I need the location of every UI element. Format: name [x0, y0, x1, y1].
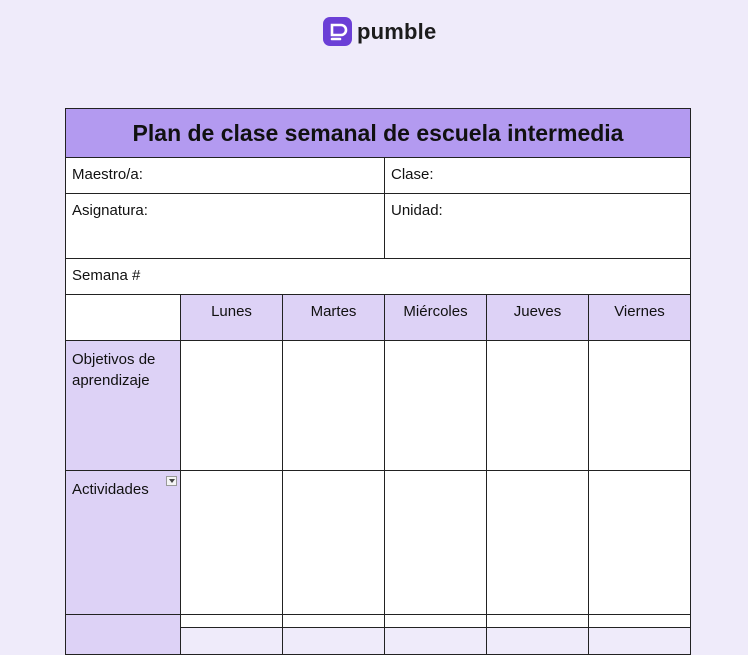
- corner-cell[interactable]: [66, 295, 181, 341]
- row-label-activities[interactable]: [66, 471, 181, 615]
- cell-objectives-monday[interactable]: [181, 341, 283, 471]
- cell-next-thursday[interactable]: [487, 615, 589, 655]
- document-title[interactable]: Plan de clase semanal de escuela intermedia: [66, 109, 691, 158]
- cell-objectives-tuesday[interactable]: [283, 341, 385, 471]
- cell-next-friday[interactable]: [589, 615, 691, 655]
- cell-activities-friday[interactable]: [589, 471, 691, 615]
- cell-activities-monday[interactable]: [181, 471, 283, 615]
- cell-objectives-wednesday[interactable]: [385, 341, 487, 471]
- cell-objectives-thursday[interactable]: [487, 341, 589, 471]
- day-header-wednesday[interactable]: Miércoles: [385, 295, 487, 341]
- day-header-friday[interactable]: Viernes: [589, 295, 691, 341]
- dropdown-arrow-icon[interactable]: [166, 476, 177, 486]
- day-header-tuesday[interactable]: Martes: [283, 295, 385, 341]
- class-field[interactable]: Clase:: [385, 158, 691, 194]
- row-label-next[interactable]: [66, 615, 181, 655]
- week-field[interactable]: Semana #: [66, 259, 691, 295]
- teacher-field[interactable]: Maestro/a:: [66, 158, 385, 194]
- lesson-plan-table: [65, 108, 691, 655]
- cell-next-monday[interactable]: [181, 615, 283, 655]
- cell-objectives-friday[interactable]: [589, 341, 691, 471]
- cell-activities-thursday[interactable]: [487, 471, 589, 615]
- unit-field[interactable]: Unidad:: [385, 194, 691, 259]
- cell-next-tuesday[interactable]: [283, 615, 385, 655]
- pumble-logo-icon: [323, 17, 352, 46]
- pumble-logo: [323, 17, 436, 46]
- day-header-monday[interactable]: Lunes: [181, 295, 283, 341]
- cell-activities-wednesday[interactable]: [385, 471, 487, 615]
- subject-field[interactable]: Asignatura:: [66, 194, 385, 259]
- row-label-learning-objectives[interactable]: Objetivos de aprendizaje: [66, 341, 181, 471]
- day-header-thursday[interactable]: Jueves: [487, 295, 589, 341]
- lesson-plan-sheet: [65, 108, 691, 628]
- activities-label: Actividades: [72, 481, 149, 498]
- cell-activities-tuesday[interactable]: [283, 471, 385, 615]
- cell-next-wednesday[interactable]: [385, 615, 487, 655]
- brand-name: pumble: [357, 18, 437, 44]
